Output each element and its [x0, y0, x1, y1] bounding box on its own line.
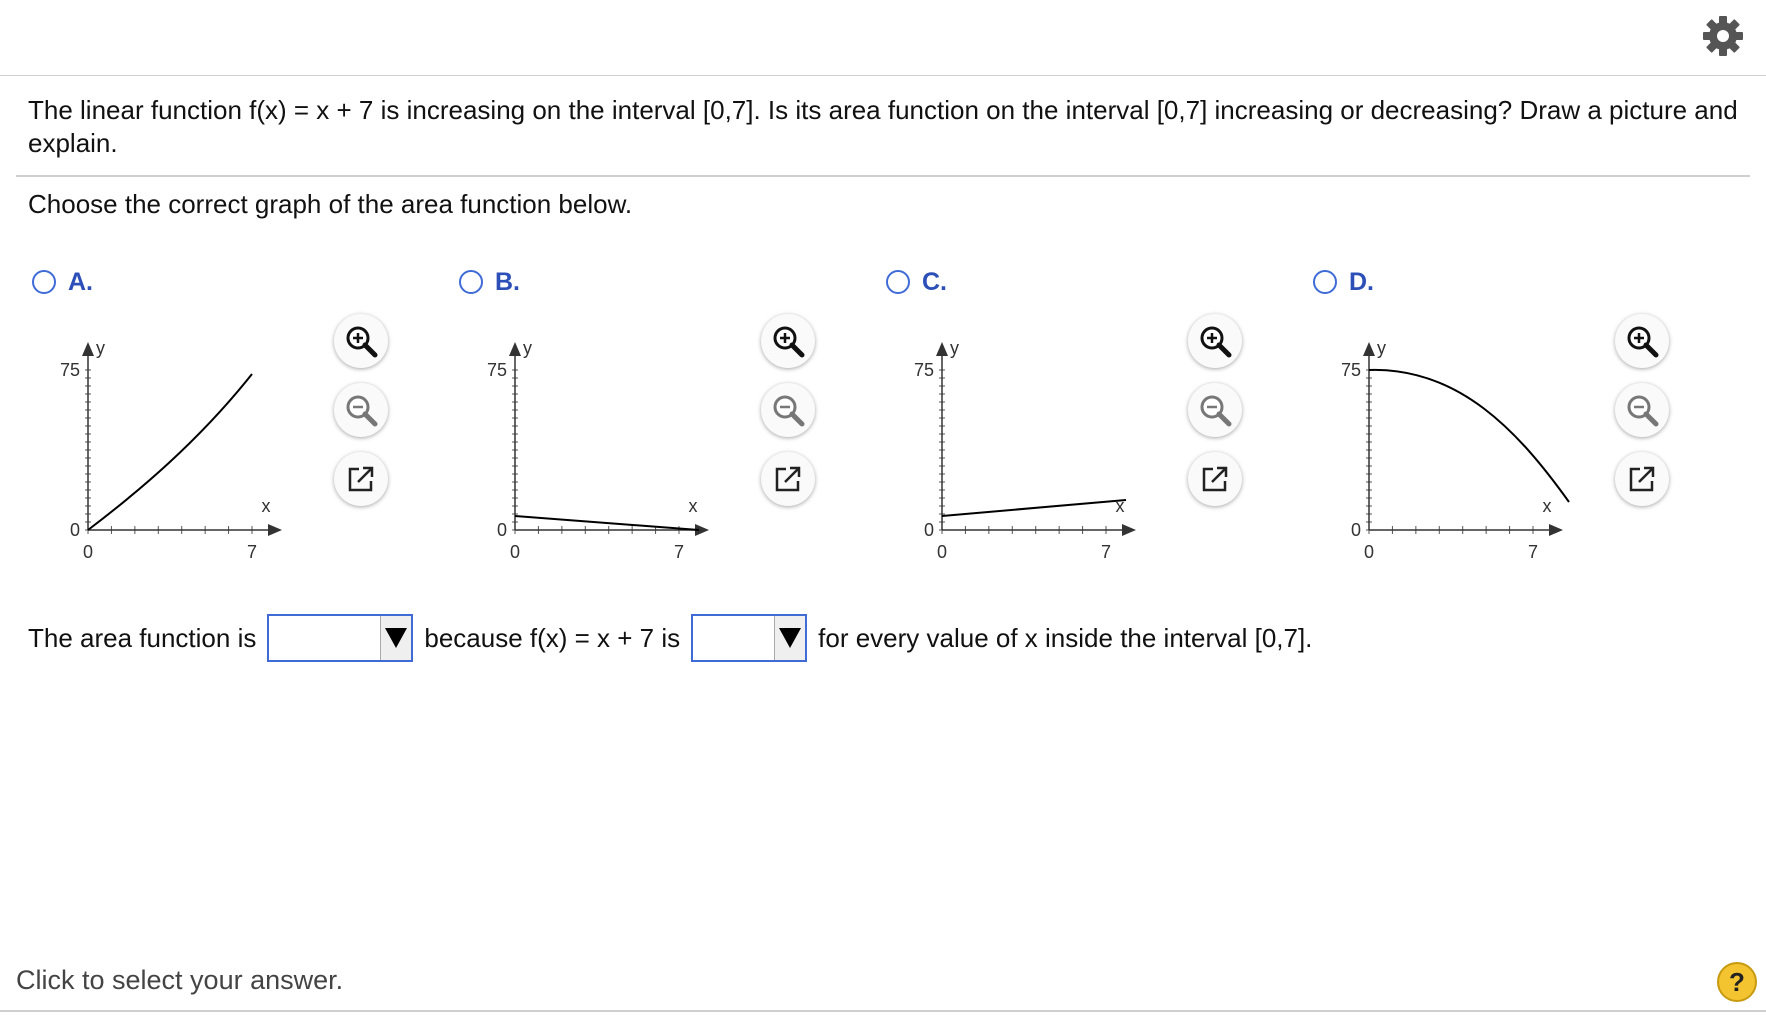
popout-icon	[1200, 464, 1230, 494]
option-letter: D.	[1349, 267, 1374, 296]
option-b	[455, 262, 875, 582]
zoom-in-icon	[1198, 324, 1232, 358]
radio-button[interactable]	[1313, 270, 1337, 294]
zoom-in-button[interactable]	[761, 314, 815, 368]
zoom-in-icon	[344, 324, 378, 358]
zoom-in-button[interactable]	[1615, 314, 1669, 368]
question-text: The linear function f(x) = x + 7 is increasing on the interval [0,7]. Is its area function on the interval [0,7] increasing or decreasing? Draw a picture and explain.	[28, 95, 1738, 158]
option-select[interactable]	[886, 266, 947, 298]
zoom-out-icon	[1625, 393, 1659, 427]
zoom-in-icon	[771, 324, 805, 358]
zoom-out-icon	[1198, 393, 1232, 427]
option-select[interactable]	[459, 266, 520, 298]
zoom-out-icon	[771, 393, 805, 427]
option-graph	[455, 312, 755, 572]
triangle-down-icon	[385, 628, 407, 648]
top-bar	[0, 0, 1766, 76]
x-max-label: 7	[673, 542, 685, 562]
x-min-label: 0	[82, 542, 94, 562]
popout-icon	[346, 464, 376, 494]
popout-button[interactable]	[334, 452, 388, 506]
radio-button[interactable]	[32, 270, 56, 294]
x-min-label: 0	[509, 542, 521, 562]
help-button[interactable]: ?	[1717, 962, 1757, 1002]
y-min-label: 0	[496, 520, 507, 540]
y-max-label: 75	[59, 360, 80, 380]
answer-sentence	[28, 612, 1312, 664]
area-function-curve	[1369, 370, 1569, 502]
option-graph	[882, 312, 1182, 572]
x-max-label: 7	[246, 542, 258, 562]
zoom-out-button[interactable]	[1188, 383, 1242, 437]
popout-button[interactable]	[761, 452, 815, 506]
option-d	[1309, 262, 1729, 582]
area-function-curve	[942, 500, 1126, 516]
y-min-label: 0	[1350, 520, 1361, 540]
dropdown-2-arrow[interactable]	[774, 616, 805, 660]
popout-button[interactable]	[1615, 452, 1669, 506]
x-axis-label: x	[261, 496, 271, 516]
option-c	[882, 262, 1302, 582]
x-max-label: 7	[1527, 542, 1539, 562]
zoom-in-button[interactable]	[334, 314, 388, 368]
zoom-in-icon	[1625, 324, 1659, 358]
x-axis-arrow	[1549, 524, 1563, 536]
function-behavior-dropdown[interactable]	[691, 614, 807, 662]
y-axis-label: y	[950, 338, 959, 358]
x-max-label: 7	[1100, 542, 1112, 562]
divider	[16, 175, 1750, 177]
option-graph	[1309, 312, 1609, 572]
y-axis-label: y	[1377, 338, 1386, 358]
answer-part-1: The area function is	[28, 622, 257, 653]
area-function-curve	[88, 374, 252, 530]
area-function-dropdown[interactable]	[267, 614, 413, 662]
y-min-label: 0	[923, 520, 934, 540]
option-select[interactable]	[1313, 266, 1374, 298]
x-min-label: 0	[1363, 542, 1375, 562]
x-axis-label: x	[1542, 496, 1552, 516]
triangle-down-icon	[779, 628, 801, 648]
option-letter: C.	[922, 267, 947, 296]
y-axis-arrow	[1363, 342, 1375, 356]
popout-icon	[1627, 464, 1657, 494]
y-axis-label: y	[523, 338, 532, 358]
y-axis-arrow	[82, 342, 94, 356]
y-axis-arrow	[509, 342, 521, 356]
option-letter: B.	[495, 267, 520, 296]
zoom-out-button[interactable]	[1615, 383, 1669, 437]
zoom-out-button[interactable]	[334, 383, 388, 437]
x-axis-label: x	[1115, 496, 1125, 516]
x-min-label: 0	[936, 542, 948, 562]
popout-icon	[773, 464, 803, 494]
zoom-out-icon	[344, 393, 378, 427]
y-max-label: 75	[1340, 360, 1361, 380]
y-max-label: 75	[913, 360, 934, 380]
radio-button[interactable]	[886, 270, 910, 294]
answer-part-2: because f(x) = x + 7 is	[424, 622, 681, 653]
x-axis-label: x	[688, 496, 698, 516]
option-a	[28, 262, 448, 582]
answer-part-3: for every value of x inside the interval [0,7].	[818, 622, 1313, 653]
radio-button[interactable]	[459, 270, 483, 294]
y-max-label: 75	[486, 360, 507, 380]
area-function-curve	[515, 516, 699, 530]
x-axis-arrow	[1122, 524, 1136, 536]
y-axis-arrow	[936, 342, 948, 356]
option-letter: A.	[68, 267, 93, 296]
gear-icon[interactable]	[1701, 14, 1745, 58]
status-text: Click to select your answer.	[16, 965, 344, 995]
popout-button[interactable]	[1188, 452, 1242, 506]
zoom-out-button[interactable]	[761, 383, 815, 437]
bottom-divider	[0, 1010, 1766, 1012]
y-axis-label: y	[96, 338, 105, 358]
option-graph	[28, 312, 328, 572]
y-min-label: 0	[69, 520, 80, 540]
option-select[interactable]	[32, 266, 93, 298]
x-axis-arrow	[268, 524, 282, 536]
zoom-in-button[interactable]	[1188, 314, 1242, 368]
prompt-text: Choose the correct graph of the area function below.	[28, 189, 633, 219]
dropdown-1-arrow[interactable]	[380, 616, 411, 660]
